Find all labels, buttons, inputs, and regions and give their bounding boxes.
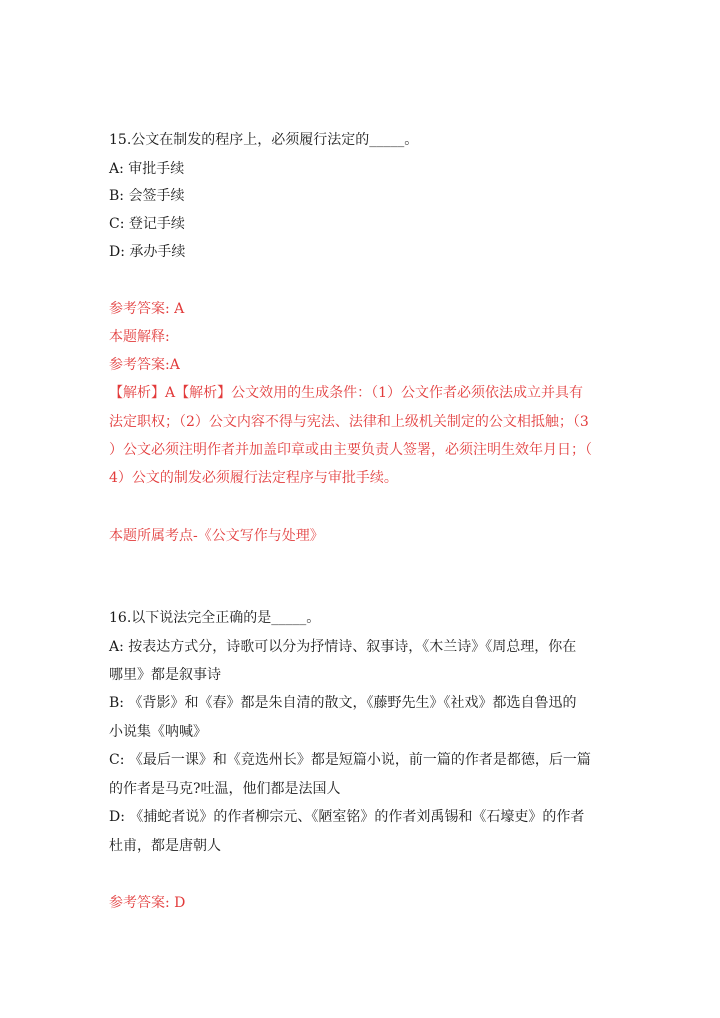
question-15-option-d: D: 承办手续	[109, 244, 186, 260]
question-16-option-a-line-2: 哪里》都是叙事诗	[109, 667, 221, 683]
question-16-option-c-line-2: 的作者是马克?吐温，他们都是法国人	[109, 781, 341, 797]
question-15-answer-repeat: 参考答案:A	[109, 357, 180, 373]
question-16-option-b-line-1: B: 《背影》和《春》都是朱自清的散文，《藤野先生》《社戏》都选自鲁迅的	[109, 695, 577, 711]
question-16-option-a-line-1: A: 按表达方式分，诗歌可以分为抒情诗、叙事诗，《木兰诗》《周总理，你在	[109, 639, 577, 655]
question-16-option-c-line-1: C: 《最后一课》和《竞选州长》都是短篇小说，前一篇的作者是都德，后一篇	[109, 752, 591, 768]
question-15-explanation-label: 本题解释:	[109, 329, 170, 345]
question-16-option-d-line-1: D: 《捕蛇者说》的作者柳宗元、《陋室铭》的作者刘禹锡和《石壕吏》的作者	[109, 809, 585, 825]
question-15-explanation-line-2: 法定职权；（2）公文内容不得与宪法、法律和上级机关制定的公文相抵触；（3	[109, 414, 589, 430]
question-15-explanation-line-1: 【解析】A【解析】公文效用的生成条件：（1）公文作者必须依法成立并具有	[109, 385, 584, 401]
question-16-option-d-line-2: 杜甫，都是唐朝人	[109, 838, 221, 854]
question-16-stem: 16.以下说法完全正确的是_____。	[109, 610, 321, 626]
question-15-option-c: C: 登记手续	[109, 216, 185, 232]
question-15-explanation-line-3: ）公文必须注明作者并加盖印章或由主要负责人签署，必须注明生效年月日；（	[109, 442, 592, 458]
question-16-option-b-line-2: 小说集《呐喊》	[109, 724, 207, 740]
question-16-answer: 参考答案: D	[109, 895, 186, 911]
question-15-option-a: A: 审批手续	[109, 161, 185, 177]
question-15-option-b: B: 会签手续	[109, 188, 185, 204]
question-15-stem: 15.公文在制发的程序上，必须履行法定的_____。	[109, 132, 419, 148]
question-15-answer: 参考答案: A	[109, 301, 185, 317]
question-15-explanation-line-4: 4）公文的制发必须履行法定程序与审批手续。	[109, 470, 398, 486]
question-15-topic: 本题所属考点-《公文写作与处理》	[109, 528, 324, 544]
